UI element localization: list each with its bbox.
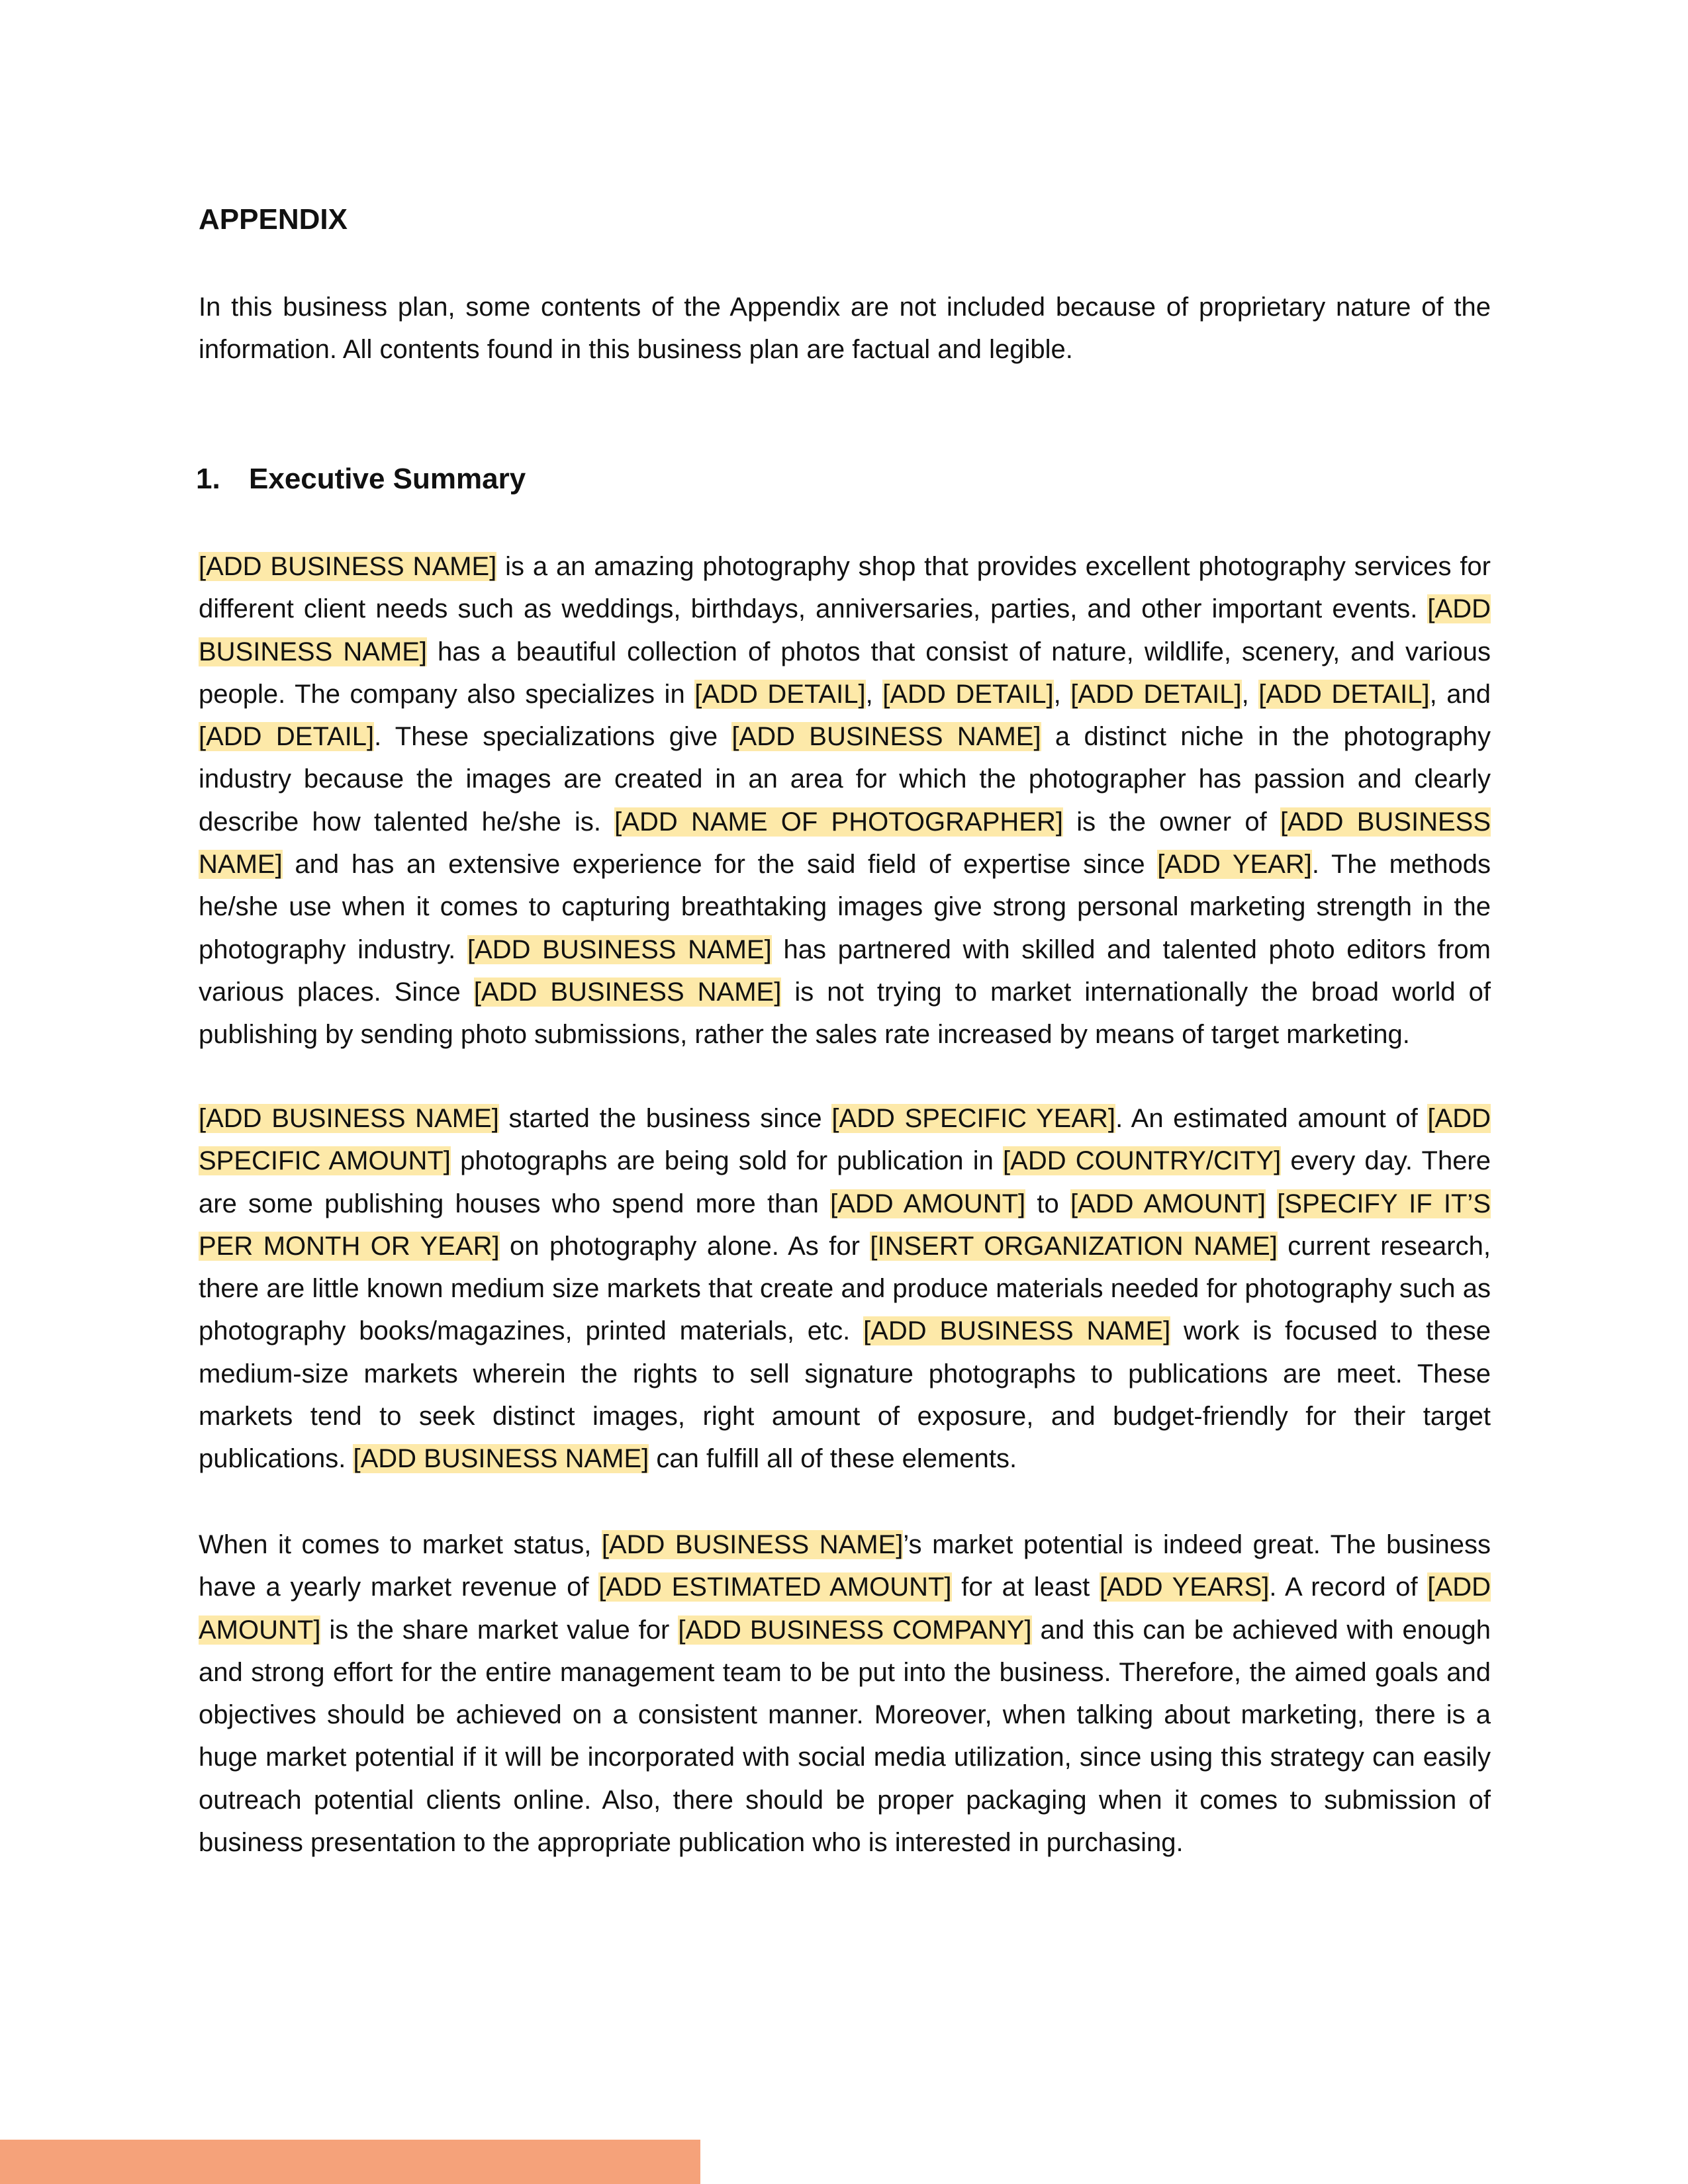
- placeholder-highlight: [ADD BUSINESS NAME]: [467, 934, 772, 964]
- paragraph-run: ,: [865, 679, 883, 709]
- paragraph-text: [199, 545, 1491, 1056]
- paragraph-run: , and: [1429, 679, 1491, 709]
- paragraph-run: ’s market potential is indeed great. The business have a yearly market revenue of: [199, 1530, 1491, 1602]
- paragraph-run: . A record of: [1269, 1572, 1428, 1602]
- placeholder-highlight: [ADD BUSINESS COMPANY]: [678, 1615, 1032, 1645]
- paragraph-run: has partnered with skilled and talented photo editors from various places. Since: [199, 934, 1491, 1007]
- paragraph-run: started the business since: [498, 1104, 832, 1133]
- paragraph-run: current research, there are little known medium size markets that create and produce materials needed for photography such as photography books/magazines, printed materials, etc.: [199, 1231, 1491, 1346]
- placeholder-highlight: [ADD DETAIL]: [1258, 679, 1430, 709]
- placeholder-highlight: [ADD BUSINESS NAME]: [199, 594, 1491, 666]
- paragraph-run: every day. There are some publishing houses who spend more than: [199, 1146, 1491, 1218]
- section-number: 1.: [196, 463, 220, 495]
- paragraph-run: . These specializations give: [374, 722, 732, 752]
- placeholder-highlight: [ADD YEARS]: [1100, 1572, 1270, 1602]
- placeholder-highlight: [ADD DETAIL]: [199, 722, 375, 752]
- section-heading: [196, 458, 526, 500]
- paragraph-run: can fulfill all of these elements.: [649, 1444, 1017, 1474]
- paragraph-run: When it comes to market status,: [199, 1530, 602, 1559]
- placeholder-highlight: [ADD BUSINESS NAME]: [601, 1530, 904, 1559]
- placeholder-highlight: [ADD BUSINESS NAME]: [199, 807, 1491, 880]
- placeholder-highlight: [ADD BUSINESS NAME]: [353, 1444, 649, 1474]
- paragraph-run: is the share market value for: [320, 1615, 679, 1645]
- placeholder-highlight: [ADD ESTIMATED AMOUNT]: [598, 1572, 952, 1602]
- placeholder-highlight: [ADD YEAR]: [1157, 850, 1312, 880]
- paragraph-text: [199, 1524, 1491, 1864]
- placeholder-highlight: [ADD NAME OF PHOTOGRAPHER]: [614, 807, 1063, 837]
- appendix-title: APPENDIX: [199, 203, 348, 236]
- paragraph-run: is the owner of: [1062, 807, 1280, 837]
- placeholder-highlight: [SPECIFY IF IT’S PER MONTH OR YEAR]: [199, 1189, 1491, 1261]
- executive-summary-paragraph-3: [199, 1524, 1491, 1864]
- paragraph-run: ,: [1241, 679, 1259, 709]
- placeholder-highlight: [ADD DETAIL]: [694, 679, 866, 709]
- placeholder-highlight: [ADD BUSINESS NAME]: [863, 1316, 1171, 1346]
- placeholder-highlight: [ADD BUSINESS NAME]: [473, 977, 782, 1007]
- placeholder-highlight: [ADD AMOUNT]: [1070, 1189, 1266, 1218]
- paragraph-run: work is focused to these medium-size markets wherein the rights to sell signature photographs to publications are meet. These markets tend to seek distinct images, right amount of exposure, and budget-friendly for their target publications.: [199, 1316, 1491, 1474]
- executive-summary-paragraph-2: [199, 1097, 1491, 1480]
- placeholder-highlight: [ADD COUNTRY/CITY]: [1003, 1146, 1282, 1176]
- paragraph-text: [199, 1097, 1491, 1480]
- paragraph-run: has a beautiful collection of photos that consist of nature, wildlife, scenery, and various people. The company also specializes in: [199, 637, 1491, 709]
- appendix-intro-text: In this business plan, some contents of the Appendix are not included because of proprietary nature of the information. All contents found in this business plan are factual and legible.: [199, 293, 1491, 365]
- paragraph-run: on photography alone. As for: [499, 1231, 870, 1261]
- paragraph-run: and this can be achieved with enough and strong effort for the entire management team to be put into the business. Therefore, the aimed goals and objectives should be achieved on a consistent manner. Moreover, when talking about marketing, there is a huge market potential if it will be incorporated with social media utilization, since using this strategy can easily outreach potential clients online. Also, there should be proper packaging when it comes to submission of business presentation to the appropriate publication who is interested in purchasing.: [199, 1615, 1491, 1858]
- paragraph-run: . An estimated amount of: [1115, 1104, 1428, 1133]
- placeholder-highlight: [ADD SPECIFIC YEAR]: [831, 1104, 1116, 1133]
- section-title: Executive Summary: [249, 463, 526, 495]
- paragraph-run: [1266, 1189, 1277, 1218]
- placeholder-highlight: [ADD DETAIL]: [882, 679, 1054, 709]
- placeholder-highlight: [ADD DETAIL]: [1070, 679, 1242, 709]
- placeholder-highlight: [ADD BUSINESS NAME]: [199, 1104, 499, 1133]
- paragraph-run: and has an extensive experience for the said field of expertise since: [282, 850, 1158, 880]
- paragraph-run: is a an amazing photography shop that provides excellent photography services for different client needs such as weddings, birthdays, anniversaries, parties, and other important events.: [199, 552, 1491, 624]
- placeholder-highlight: [ADD BUSINESS NAME]: [731, 722, 1041, 752]
- paragraph-run: a distinct niche in the photography industry because the images are created in an area for which the photographer has passion and clearly describe how talented he/she is.: [199, 722, 1491, 837]
- paragraph-run: photographs are being sold for publication in: [450, 1146, 1004, 1176]
- paragraph-run: . The methods he/she use when it comes to capturing breathtaking images give strong personal marketing strength in the photography industry.: [199, 850, 1491, 964]
- appendix-intro: [199, 286, 1491, 371]
- paragraph-run: to: [1025, 1189, 1070, 1218]
- footer-accent-bar: [0, 2140, 700, 2184]
- placeholder-highlight: [ADD SPECIFIC AMOUNT]: [199, 1104, 1491, 1176]
- paragraph-run: ,: [1053, 679, 1071, 709]
- paragraph-run: is not trying to market internationally the broad world of publishing by sending photo submissions, rather the sales rate increased by means of target marketing.: [199, 977, 1491, 1050]
- placeholder-highlight: [INSERT ORGANIZATION NAME]: [870, 1231, 1278, 1261]
- paragraph-run: for at least: [951, 1572, 1100, 1602]
- executive-summary-paragraph-1: [199, 545, 1491, 1056]
- placeholder-highlight: [ADD BUSINESS NAME]: [199, 552, 497, 581]
- placeholder-highlight: [ADD AMOUNT]: [199, 1572, 1491, 1645]
- placeholder-highlight: [ADD AMOUNT]: [830, 1189, 1026, 1218]
